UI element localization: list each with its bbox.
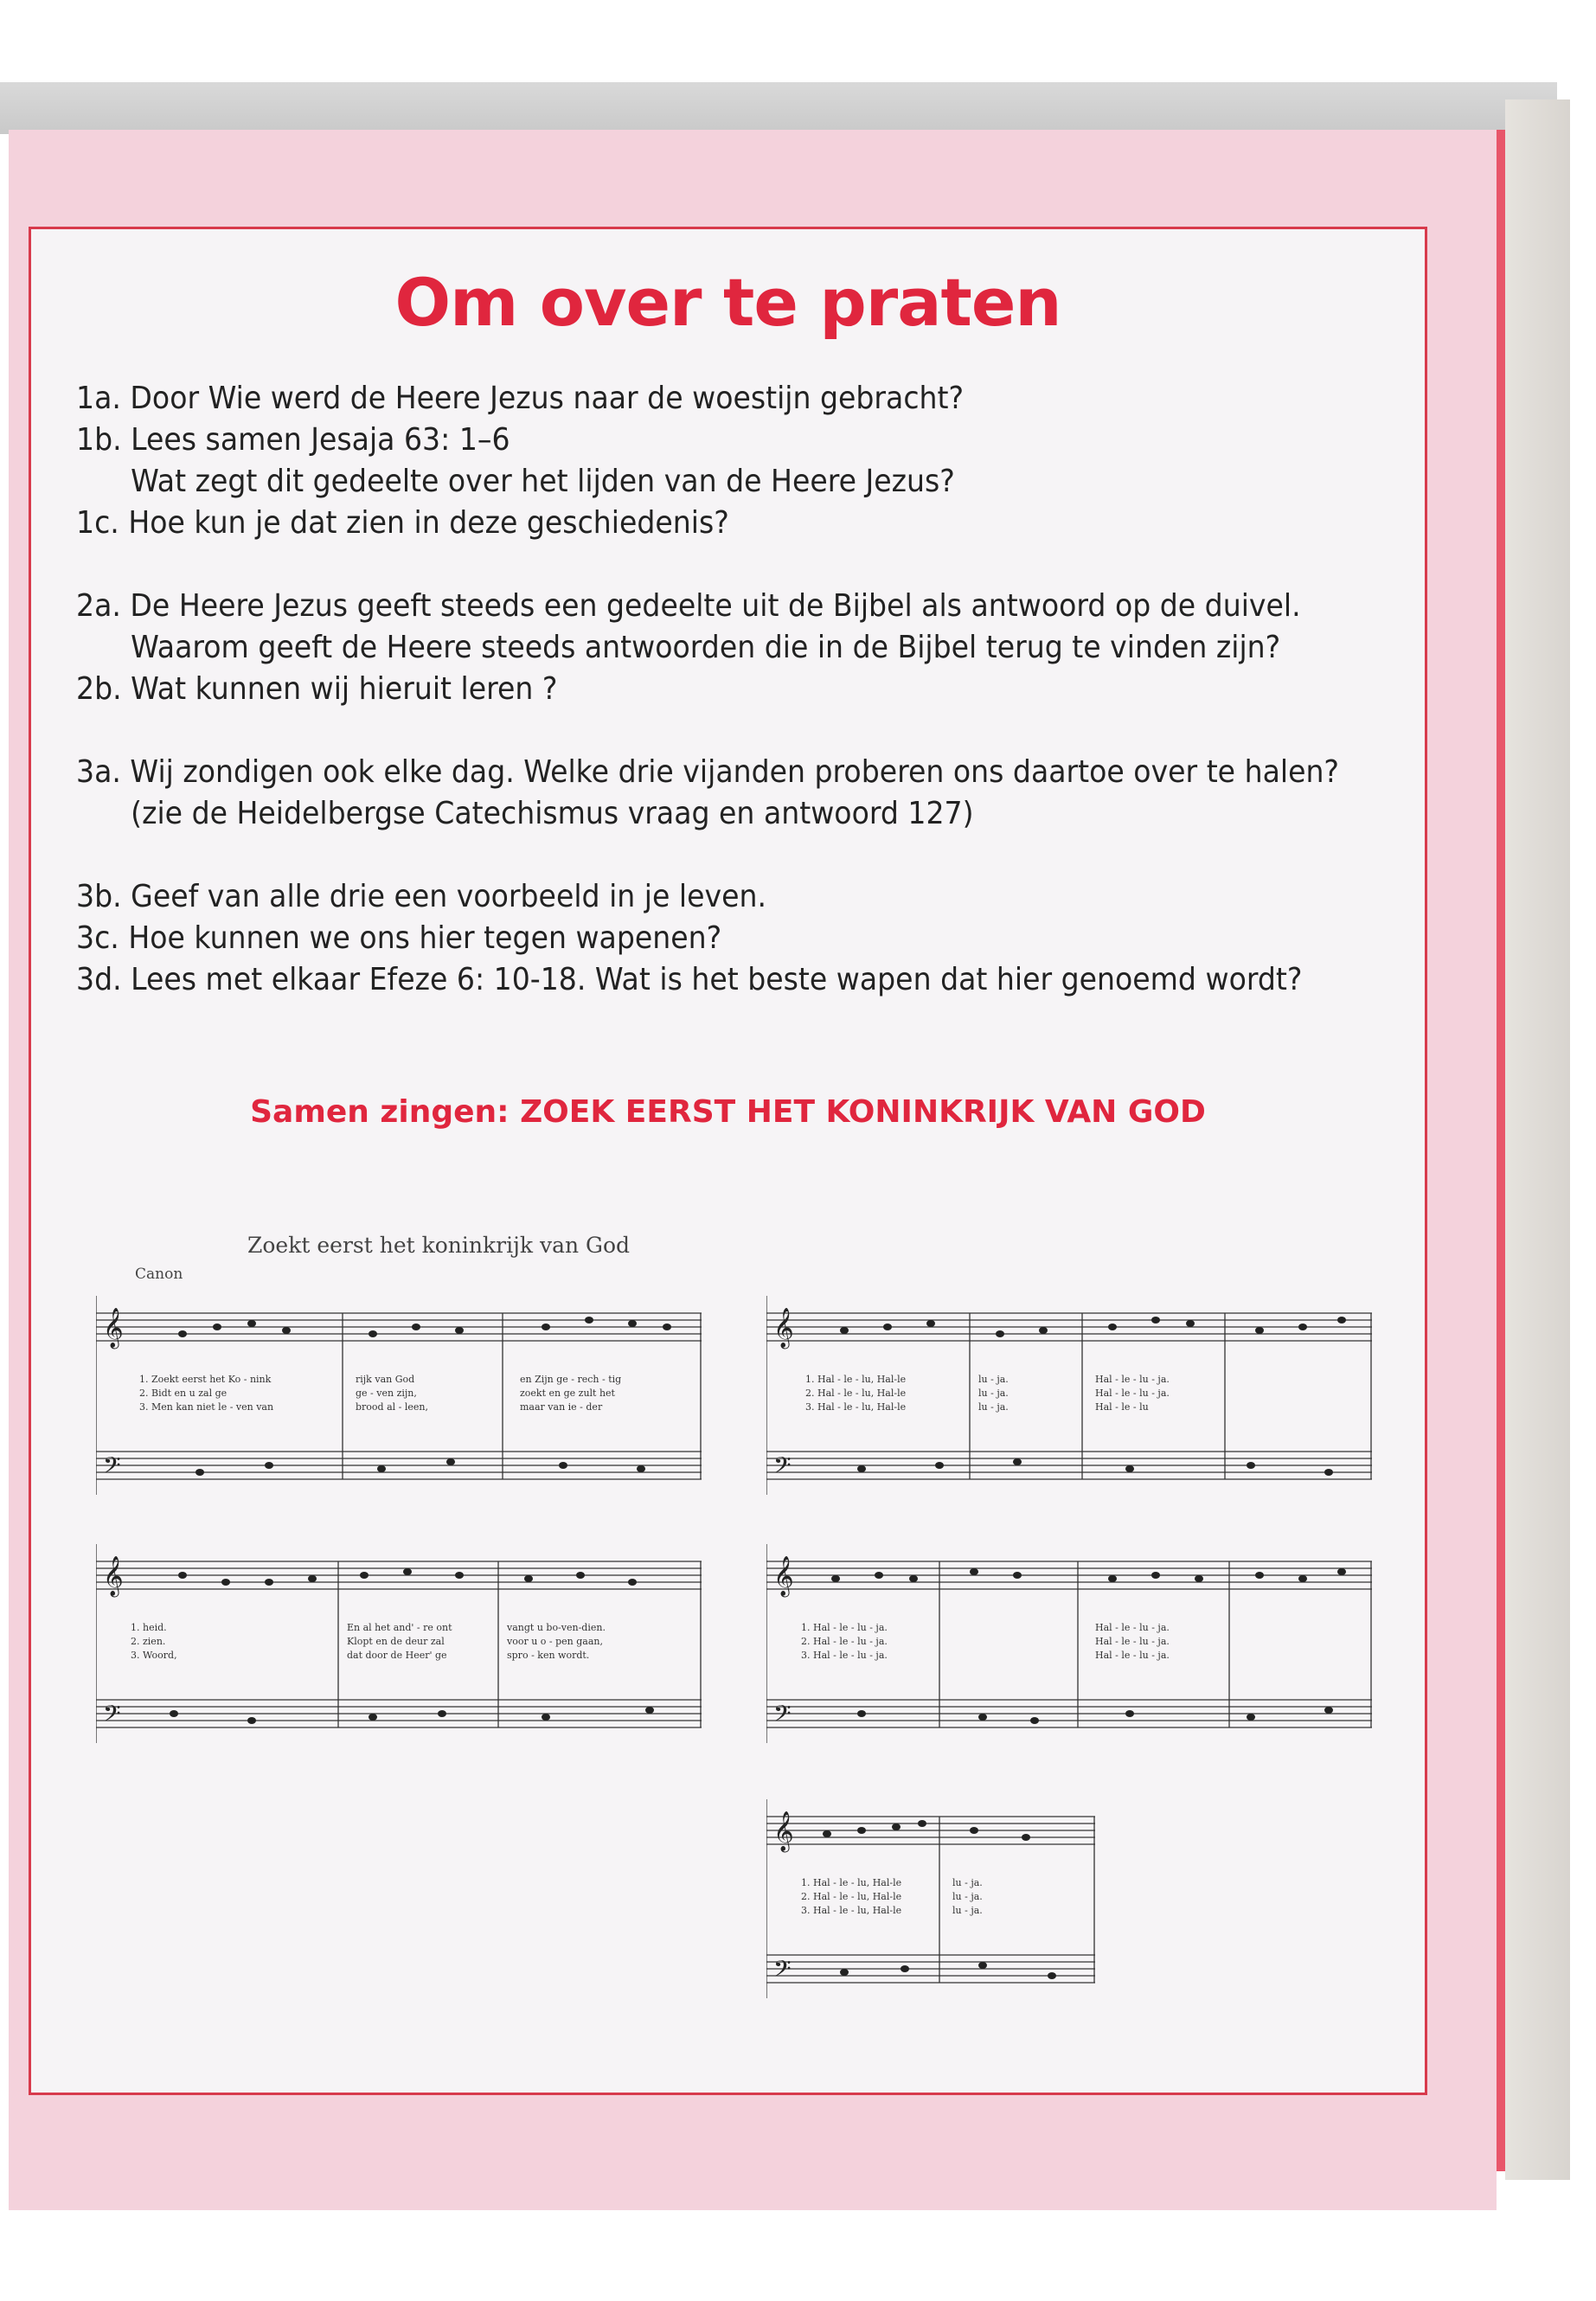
svg-text:𝄞: 𝄞	[773, 1308, 794, 1348]
question-2a-line2: Waarom geeft de Heere steeds antwoorden die in de Bijbel terug te vinden zijn?	[76, 630, 1281, 665]
lyric: 2. Hal - le - lu, Hal-le	[801, 1891, 902, 1902]
lyric: lu - ja.	[978, 1374, 1009, 1385]
lyric: Hal - le - lu - ja.	[1095, 1388, 1170, 1399]
lyric: rijk van God	[356, 1374, 415, 1385]
score-system-4	[766, 1544, 1372, 1752]
lyric: maar van ie - der	[520, 1401, 603, 1413]
question-3a: 3a. Wij zondigen ook elke dag. Welke drie vijanden proberen ons daartoe over te halen?	[76, 754, 1340, 790]
lyric: en Zijn ge - rech - tig	[520, 1374, 622, 1385]
lyric: 2. Hal - le - lu, Hal-le	[805, 1388, 907, 1399]
lyric: 3. Hal - le - lu, Hal-le	[801, 1905, 902, 1916]
lyric: 3. Woord,	[131, 1650, 177, 1661]
lyric: lu - ja.	[952, 1877, 983, 1888]
lyric: brood al - leen,	[356, 1401, 428, 1413]
lyric: 1. heid.	[131, 1622, 167, 1633]
content-frame	[29, 227, 1427, 2095]
question-2a: 2a. De Heere Jezus geeft steeds een gedeelte uit de Bijbel als antwoord op de duivel.	[76, 588, 1301, 624]
question-1b-line2: Wat zegt dit gedeelte over het lijden van de Heere Jezus?	[76, 464, 955, 499]
lyric: En al het and' - re ont	[347, 1622, 452, 1633]
page-edge	[1505, 99, 1570, 2180]
lyric: lu - ja.	[978, 1401, 1009, 1413]
lyric: lu - ja.	[978, 1388, 1009, 1399]
question-2b: 2b. Wat kunnen wij hieruit leren ?	[76, 671, 558, 707]
svg-text:𝄢: 𝄢	[773, 1955, 792, 1988]
lyric: 1. Zoekt eerst het Ko - nink	[139, 1374, 272, 1385]
svg-text:𝄢: 𝄢	[773, 1452, 792, 1484]
lyric: voor u o - pen gaan,	[507, 1636, 603, 1647]
score-system-2	[766, 1296, 1372, 1503]
lyric: 3. Men kan niet le - ven van	[139, 1401, 274, 1413]
question-3c: 3c. Hoe kunnen we ons hier tegen wapenen?	[76, 920, 722, 956]
lyric: 3. Hal - le - lu, Hal-le	[805, 1401, 907, 1413]
score-system-1	[96, 1296, 702, 1503]
lyric: 2. Hal - le - lu - ja.	[801, 1636, 888, 1647]
lyric: lu - ja.	[952, 1905, 983, 1916]
question-1b: 1b. Lees samen Jesaja 63: 1–6	[76, 422, 510, 458]
question-3a-line2: (zie de Heidelbergse Catechismus vraag en antwoord 127)	[76, 796, 974, 831]
lyric: zoekt en ge zult het	[520, 1388, 615, 1399]
question-3b: 3b. Geef van alle drie een voorbeeld in je leven.	[76, 879, 766, 914]
svg-text:𝄞: 𝄞	[773, 1556, 794, 1596]
svg-text:𝄢: 𝄢	[103, 1700, 121, 1733]
svg-text:𝄞: 𝄞	[773, 1811, 794, 1851]
lyric: 2. zien.	[131, 1636, 166, 1647]
lyric: Klopt en de deur zal	[347, 1636, 445, 1647]
lyric: 1. Hal - le - lu - ja.	[801, 1622, 888, 1633]
question-1a: 1a. Door Wie werd de Heere Jezus naar de woestijn gebracht?	[76, 381, 965, 416]
svg-text:𝄢: 𝄢	[103, 1452, 121, 1484]
lyric: lu - ja.	[952, 1891, 983, 1902]
canon-label: Canon	[135, 1266, 183, 1283]
lyric: Hal - le - lu - ja.	[1095, 1636, 1170, 1647]
score-system-5	[766, 1799, 1095, 2007]
lyric: 3. Hal - le - lu - ja.	[801, 1650, 888, 1661]
lyric: Hal - le - lu	[1095, 1401, 1149, 1413]
lyric: Hal - le - lu - ja.	[1095, 1622, 1170, 1633]
page-title: Om over te praten	[394, 264, 1061, 341]
lyric: spro - ken wordt.	[507, 1650, 590, 1661]
lyric: 2. Bidt en u zal ge	[139, 1388, 228, 1399]
scan-background	[0, 82, 1557, 134]
svg-text:𝄞: 𝄞	[103, 1308, 124, 1348]
svg-text:𝄢: 𝄢	[773, 1700, 792, 1733]
score-system-3	[96, 1544, 702, 1752]
question-1c: 1c. Hoe kun je dat zien in deze geschiedenis?	[76, 505, 729, 541]
lyric: dat door de Heer' ge	[347, 1650, 447, 1661]
svg-text:𝄞: 𝄞	[103, 1556, 124, 1596]
lyric: ge - ven zijn,	[356, 1388, 417, 1399]
question-3d: 3d. Lees met elkaar Efeze 6: 10-18. Wat is het beste wapen dat hier genoemd wordt?	[76, 962, 1303, 997]
lyric: Hal - le - lu - ja.	[1095, 1374, 1170, 1385]
score-title: Zoekt eerst het koninkrijk van God	[247, 1233, 631, 1258]
lyric: 1. Hal - le - lu, Hal-le	[801, 1877, 902, 1888]
song-heading: Samen zingen: ZOEK EERST HET KONINKRIJK VAN GOD	[250, 1094, 1206, 1130]
lyric: Hal - le - lu - ja.	[1095, 1650, 1170, 1661]
lyric: vangt u bo-ven-dien.	[507, 1622, 606, 1633]
lyric: 1. Hal - le - lu, Hal-le	[805, 1374, 907, 1385]
